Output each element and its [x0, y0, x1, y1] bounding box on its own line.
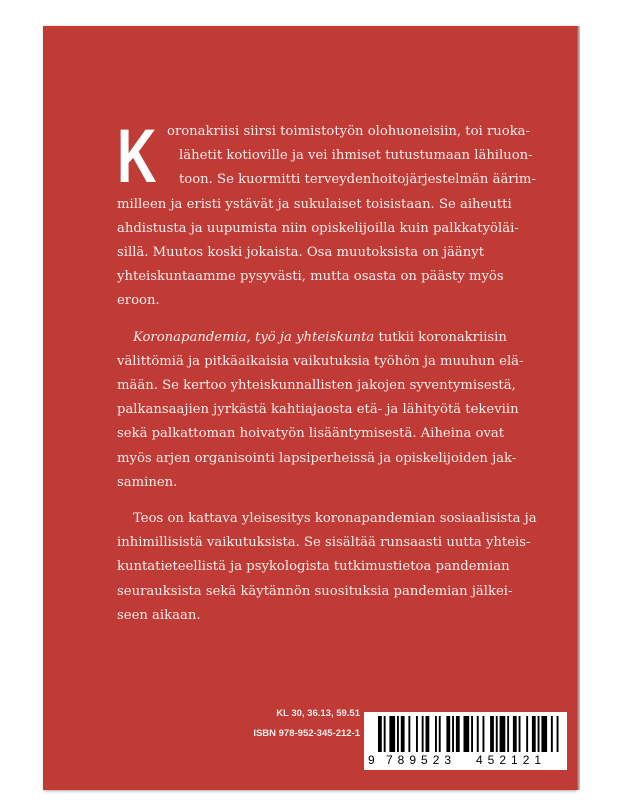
barcode-bar — [416, 716, 418, 752]
barcode-bar — [384, 716, 386, 752]
barcode-bar — [397, 716, 399, 752]
text-line: milleen ja eristi ystävät ja sukulaiset toisistaan. Se aiheutti — [117, 196, 512, 212]
text-line: sillä. Muutos koski jokaista. Osa muutoksista on jäänyt — [117, 245, 485, 261]
text-line: oronakriisi siirsi toimistotyön olohuoneisiin, toi ruoka- — [167, 124, 531, 139]
text-line: ahdistusta ja uupumista niin opiskelijoilla kuin palkkatyöläi- — [117, 220, 519, 236]
isbn-barcode — [364, 712, 567, 770]
barcode-bar — [557, 716, 559, 752]
barcode-bar — [446, 716, 450, 752]
text-line: yhteiskuntaamme pysyvästi, mutta osasta on päästy myös — [117, 269, 504, 285]
barcode-bar — [452, 716, 454, 752]
barcode-bar — [456, 716, 460, 752]
barcode-bar — [426, 716, 430, 752]
text-line: kuntatieteellistä ja psykologista tutkimustietoa pandemian — [117, 559, 510, 575]
barcode-bar — [464, 716, 470, 752]
drop-cap: K — [117, 114, 157, 199]
barcode-bar — [378, 716, 382, 752]
text-line: Teos on kattava yleisesitys koronapandemian sosiaalisista ja — [133, 511, 537, 527]
barcode-bar — [471, 716, 473, 752]
text-line — [117, 326, 507, 350]
text-line: palkansaajien jyrkästä kahtiajaosta etä- ja lähityötä tekeviin — [117, 402, 519, 418]
barcode-bar — [519, 716, 521, 752]
text-line: saminen. — [117, 474, 178, 490]
barcode-bar — [513, 716, 517, 752]
text-line: toon. Se kuormitti terveydenhoitojärjestelmän äärim- — [179, 172, 536, 188]
publication-info — [253, 704, 360, 744]
barcode-bar — [439, 716, 441, 752]
text-fragment: tutkii koronakriisin — [374, 329, 507, 345]
isbn-number: ISBN 978-952-345-212-1 — [253, 728, 360, 739]
barcode-bar — [500, 716, 506, 752]
text-line: eroon. — [117, 293, 160, 309]
barcode-digit-prefix: 9 — [368, 753, 375, 767]
barcode-bar — [401, 716, 405, 752]
barcode-bar — [532, 716, 536, 752]
paragraph-2 — [117, 326, 524, 495]
barcode-bar — [507, 716, 509, 752]
text-line: seurauksista sekä käytännön suosituksia pandemian jälkei- — [117, 583, 513, 599]
text-line: mään. Se kertoo yhteiskunnallisten jakojen syventymisestä, — [117, 378, 516, 394]
barcode-bar — [490, 716, 494, 752]
barcode-bar — [435, 716, 437, 752]
barcode-bar — [551, 716, 553, 752]
barcode-bar — [538, 716, 540, 752]
text-line: seen aikaan. — [117, 607, 201, 623]
blurb-text — [117, 114, 537, 640]
barcode-bar — [496, 716, 498, 752]
barcode-bar — [477, 716, 479, 752]
classification-code: KL 30, 36.13, 59.51 — [276, 708, 360, 719]
book-title-italic: Koronapandemia, työ ja yhteiskunta — [133, 329, 375, 345]
barcode-digits-right: 452121 — [476, 753, 547, 767]
barcode-bar — [541, 716, 547, 752]
text-line: myös arjen organisointi lapsiperheissä ja opiskelijoiden jak- — [117, 450, 517, 466]
text-line: inhimillisistä vaikutuksista. Se sisältää runsaasti uutta yhteis- — [117, 535, 531, 551]
barcode-digits-left: 789523 — [386, 753, 457, 767]
barcode-bar — [483, 716, 485, 752]
barcode-bar — [408, 716, 410, 752]
text-line: sekä palkattoman hoivatyön lisääntymisestä. Aiheina ovat — [117, 426, 505, 442]
text-line: välittömiä ja pitkäaikaisia vaikutuksia työhön ja muuhun elä- — [117, 353, 524, 369]
barcode-bar — [422, 716, 424, 752]
paragraph-3 — [117, 507, 537, 628]
cover-edge — [576, 26, 580, 790]
text-line: lähetit kotioville ja vei ihmiset tutustumaan lähiluon- — [179, 148, 533, 164]
paragraph-1 — [117, 114, 536, 314]
barcode-bar — [526, 716, 528, 752]
barcode-bar — [389, 716, 395, 752]
